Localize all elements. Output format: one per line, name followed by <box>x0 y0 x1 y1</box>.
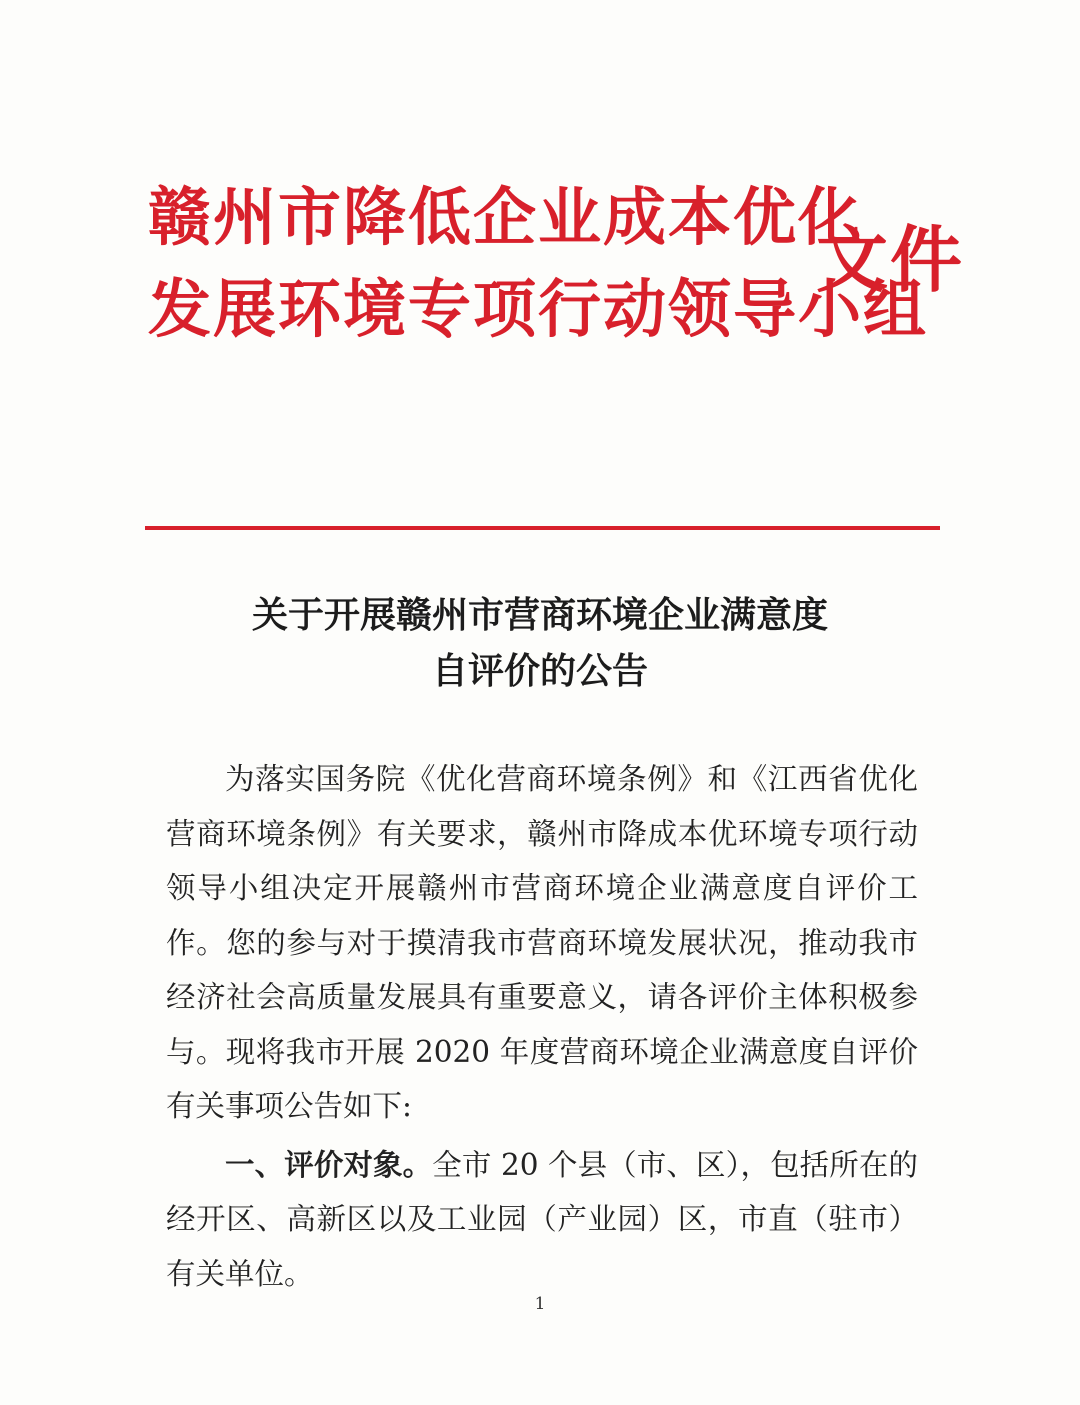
intro-paragraph: 为落实国务院《优化营商环境条例》和《江西省优化营商环境条例》有关要求，赣州市降成本优环境专项行动领导小组决定开展赣州市营商环境企业满意度自评价工作。您的参与对于摸清我市营商环境发展状况，推动我市经济社会高质量发展具有重要意义，请各评价主体积极参与。现将我市开展 2020 年度营商环境企业满意度自评价有关事项公告如下: <box>166 762 918 1123</box>
section-1-text: 全市 20 个县（市、区），包括所在的经开区、高新区以及工业园（产业园）区，市直（驻市）有关单位。 <box>166 1147 918 1291</box>
document-title <box>140 588 940 700</box>
document-body <box>166 752 918 1301</box>
document-title-line-2: 自评价的公告 <box>431 651 648 692</box>
page-number: 1 <box>534 1294 546 1314</box>
section-1-paragraph <box>166 1138 918 1302</box>
section-1-label: 一、评价对象。 <box>225 1147 433 1182</box>
letterhead <box>148 172 965 352</box>
letterhead-red-rule <box>145 526 940 530</box>
letterhead-line-1: 赣州市降低企业成本优化 <box>148 181 863 254</box>
letterhead-suffix: 文件 <box>816 218 965 302</box>
letterhead-line-2: 发展环境专项行动领导小组 <box>148 273 928 346</box>
document-title-line-1: 关于开展赣州市营商环境企业满意度 <box>251 595 828 636</box>
